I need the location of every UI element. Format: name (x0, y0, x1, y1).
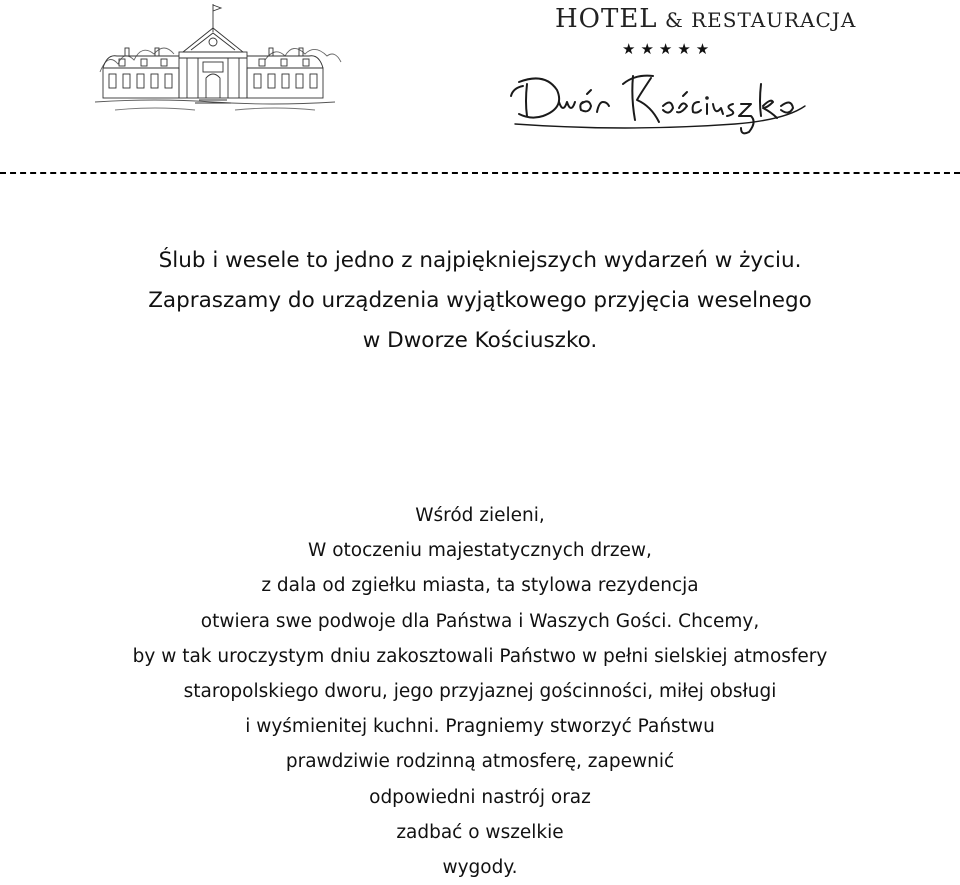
description-paragraph (0, 498, 960, 885)
ampersand: & (664, 8, 684, 32)
dwor-kosciuszko-signature-logo (505, 62, 820, 138)
intro-line: Ślub i wesele to jedno z najpiękniejszych wydarzeń w życiu. (158, 248, 802, 273)
body-line: W otoczeniu majestatycznych drzew, (308, 540, 652, 562)
body-line: by w tak uroczystym dniu zakosztowali Państwo w pełni sielskiej atmosfery (132, 645, 828, 667)
body-line: wygody. (442, 857, 518, 879)
body-line: zadbać o wszelkie (396, 821, 564, 843)
star-rating: ★★★★★ (622, 40, 715, 58)
restauracja-word: RESTAURACJA (691, 8, 857, 32)
letterhead (0, 0, 960, 175)
intro-paragraph (0, 241, 960, 361)
body-line: z dala od zgiełku miasta, ta stylowa rezydencja (261, 575, 699, 597)
body-line: otwiera swe podwoje dla Państwa i Waszych Gości. Chcemy, (200, 610, 760, 632)
body-line: prawdziwie rodzinną atmosferę, zapewnić (285, 751, 675, 773)
body-line: staropolskiego dworu, jego przyjaznej gościnności, miłej obsługi (183, 681, 777, 703)
body-line: Wśród zieleni, (415, 505, 545, 526)
body-line: i wyśmienitej kuchni. Pragniemy stworzyć Państwu (245, 716, 715, 738)
manor-house-drawing (95, 2, 345, 120)
intro-line: w Dworze Kościuszko. (362, 328, 598, 353)
hotel-restauracja-title (555, 4, 856, 34)
hotel-word: HOTEL (555, 4, 658, 34)
intro-line: Zapraszamy do urządzenia wyjątkowego przyjęcia weselnego (148, 288, 812, 313)
dashed-separator (0, 172, 960, 174)
body-line: odpowiedni nastrój oraz (369, 786, 591, 808)
